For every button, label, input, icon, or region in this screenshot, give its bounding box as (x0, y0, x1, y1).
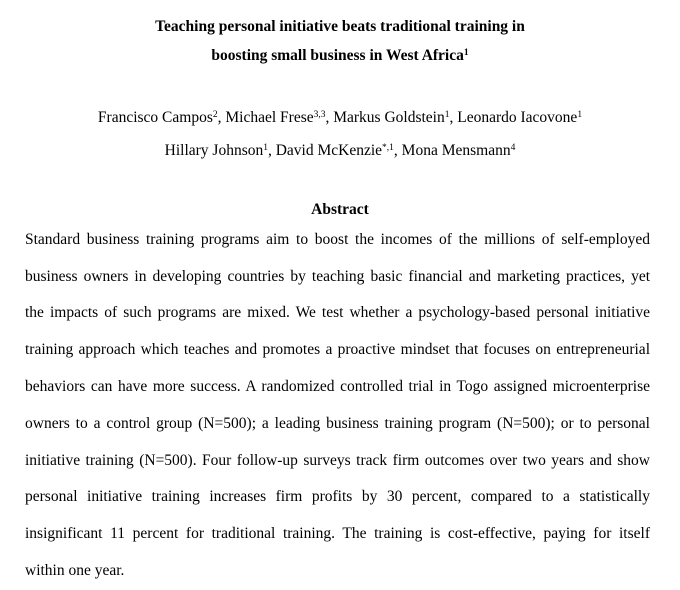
abstract-line: initiative training (N=500). Four follow-up surveys track firm outcomes over two years and show (25, 452, 650, 469)
paper-title-text-1: Teaching personal initiative beats traditional training in (155, 18, 525, 35)
affiliation-marker: 3,3 (313, 110, 326, 120)
affiliation-marker: 1 (444, 110, 450, 120)
paper-title-line-2 (0, 47, 680, 65)
abstract-line: owners to a control group (N=500); a leading business training program (N=500); or to personal (25, 415, 650, 432)
affiliation-marker: 1 (263, 143, 268, 153)
paper-title-line-1 (0, 18, 680, 36)
author: Mona Mensmann$^4$ (401, 142, 516, 159)
affiliation-marker: 1 (577, 110, 583, 120)
abstract-line: Standard business training programs aim to boost the incomes of the millions of self-employed (25, 231, 650, 248)
title-footnote-marker: 1 (463, 48, 469, 58)
abstract-line: training approach which teaches and promotes a proactive mindset that focuses on entrepreneurial (25, 341, 650, 358)
paper-title-text-2: boosting small business in West Africa (211, 47, 464, 64)
author-line-2 (0, 142, 680, 160)
author: Leonardo Iacovone$^1$ (457, 109, 583, 126)
author: David McKenzie$^{*,1}$, (275, 142, 402, 159)
affiliation-marker: *,1 (382, 143, 394, 153)
abstract-line: insignificant 11 percent for traditional training. The training is cost-effective, paying for itself (25, 525, 650, 542)
abstract-line: within one year. (25, 562, 125, 579)
abstract-line: personal initiative training increases firm profits by 30 percent, compared to a statistically (25, 488, 650, 505)
author: Markus Goldstein$^1$, (333, 109, 458, 126)
abstract-line: behaviors can have more success. A randomized controlled trial in Togo assigned microenterprise (25, 378, 650, 395)
author: Hillary Johnson$^1$, (164, 142, 276, 159)
abstract-line: the impacts of such programs are mixed. We test whether a psychology-based personal initiative (25, 304, 650, 321)
affiliation-marker: 2 (212, 110, 218, 120)
author: Francisco Campos$^2$, (97, 109, 226, 126)
affiliation-marker: 4 (510, 143, 516, 153)
author: Michael Frese$^{3,3}$, (225, 109, 334, 126)
abstract-line: business owners in developing countries by teaching basic financial and marketing practices, yet (25, 268, 650, 285)
author-line-1 (0, 109, 680, 127)
abstract-heading: Abstract (311, 201, 369, 218)
